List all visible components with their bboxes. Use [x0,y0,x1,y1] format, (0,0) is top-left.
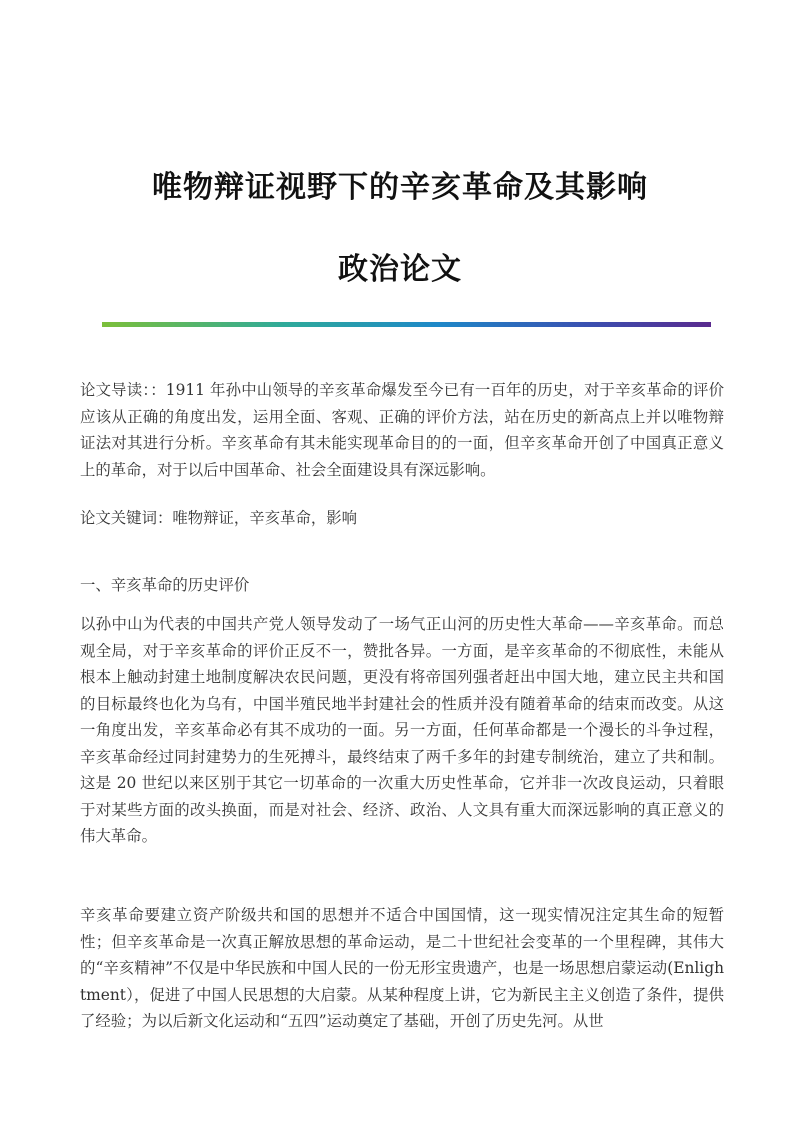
document-title-line-1: 唯物辩证视野下的辛亥革命及其影响 [152,170,648,205]
document-title-line-2: 政治论文 [338,252,462,287]
body-paragraph-1: 以孙中山为代表的中国共产党人领导发动了一场气正山河的历史性大革命——辛亥革命。而总观全局，对于辛亥革命的评价正反不一，赞批各异。一方面，是辛亥革命的不彻底性，未能从根本上触动封建土地制度解决农民问题，更没有将帝国列强者赶出中国大地，建立民主共和国的目标最终也化为乌有，中国半殖民地半封建社会的性质并没有随着革命的结束而改变。从这一角度出发，辛亥革命必有其不成功的一面。另一方面，任何革命都是一个漫长的斗争过程，辛亥革命经过同封建势力的生死搏斗，最终结束了两千多年的封建专制统治，建立了共和制。这是 20 世纪以来区别于其它一切革命的一次重大历史性革命，它并非一次改良运动，只着眼于对某些方面的改头换面，而是对社会、经济、政治、人文具有重大而深远影响的真正意义的伟大革命。 [80,615,724,845]
keywords-line: 论文关键词：唯物辩证，辛亥革命，影响 [80,509,358,527]
section-heading: 一、辛亥革命的历史评价 [80,576,250,594]
body-paragraph-2: 辛亥革命要建立资产阶级共和国的思想并不适合中国国情，这一现实情况注定其生命的短暂性；但辛亥革命是一次真正解放思想的革命运动，是二十世纪社会变革的一个里程碑，其伟大的“辛亥精神”不仅是中华民族和中国人民的一份无形宝贵遗产，也是一场思想启蒙运动(Enlightment），促进了中国人民思想的大启蒙。从某种程度上讲，它为新民主主义创造了条件，提供了经验；为以后新文化运动和“五四”运动奠定了基础，开创了历史先河。从世 [80,906,724,1030]
abstract-paragraph: 论文导读：：1911 年孙中山领导的辛亥革命爆发至今已有一百年的历史，对于辛亥革命的评价应该从正确的角度出发，运用全面、客观、正确的评价方法，站在历史的新高点上并以唯物辩证法对其进行分析。辛亥革命有其未能实现革命目的的一面，但辛亥革命开创了中国真正意义上的革命，对于以后中国革命、社会全面建设具有深远影响。 [80,381,724,479]
title-divider [102,322,711,327]
